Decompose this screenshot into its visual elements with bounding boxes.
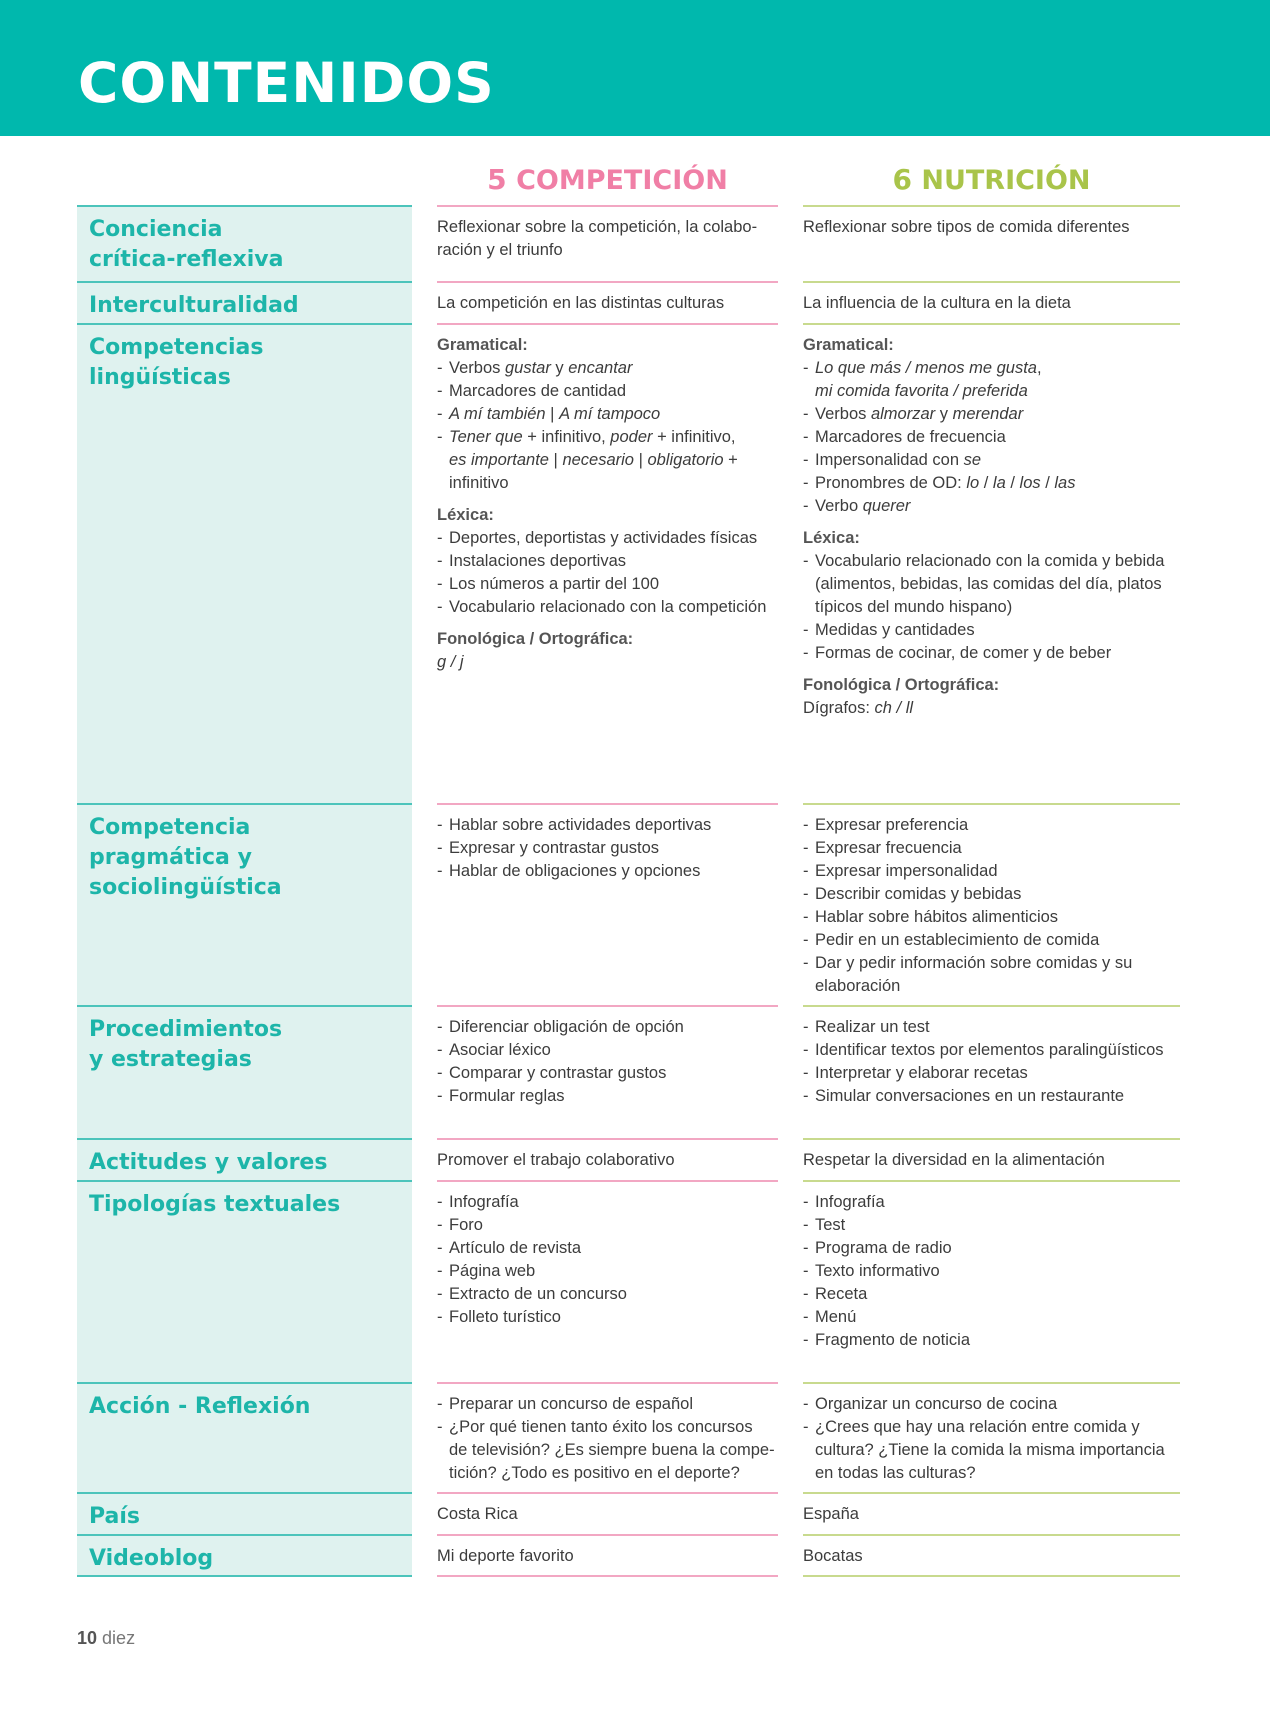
list-item-continuation: mi comida favorita / preferida: [815, 382, 1028, 400]
list-item-continuation: (alimentos, bebidas, las comidas del día, platos: [815, 575, 1162, 593]
list-item: - Comparar y contrastar gustos: [437, 1062, 778, 1085]
header-banner: [0, 0, 1270, 136]
list-item: - Hablar sobre hábitos alimenticios: [803, 906, 1180, 929]
list-item: - Infografía: [803, 1191, 1180, 1214]
list-item: - ¿Crees que hay una relación entre comida y: [803, 1416, 1180, 1439]
cell-conciencia-u5: Reflexionar sobre la competición, la colabo- ración y el triunfo: [437, 205, 778, 281]
list-item-continuation: elaboración: [815, 977, 901, 995]
list-item: - Realizar un test: [803, 1016, 1180, 1039]
list-item: - Formas de cocinar, de comer y de beber: [803, 642, 1180, 665]
fonologica-value: g / j: [437, 653, 464, 671]
cell-procedimientos-u6: [803, 1005, 1180, 1138]
cell-pragmatica-u5: [437, 803, 778, 1005]
list-item: - Pedir en un establecimiento de comida: [803, 929, 1180, 952]
fonologica-heading: Fonológica / Ortográfica:: [437, 630, 634, 648]
cell-tipologias-u5: [437, 1180, 778, 1382]
list-item: - Expresar impersonalidad: [803, 860, 1180, 883]
cell-interculturalidad-u6: La influencia de la cultura en la dieta: [803, 281, 1180, 323]
page-title: CONTENIDOS: [78, 51, 495, 115]
list-item: - Fragmento de noticia: [803, 1329, 1180, 1352]
list-item: - Test: [803, 1214, 1180, 1237]
row-label-videoblog: Videoblog: [77, 1534, 412, 1577]
list-item: - Marcadores de cantidad: [437, 380, 778, 403]
cell-tipologias-u6: [803, 1180, 1180, 1382]
list-item: - Verbos gustar y encantar: [437, 357, 778, 380]
cell-actitudes-u6: Respetar la diversidad en la alimentación: [803, 1138, 1180, 1180]
list-item: - Artículo de revista: [437, 1237, 778, 1260]
list-item: - ¿Por qué tienen tanto éxito los concursos: [437, 1416, 778, 1439]
cell-procedimientos-u5: [437, 1005, 778, 1138]
list-item: - Lo que más / menos me gusta,: [803, 357, 1180, 380]
lexica-heading: Léxica:: [803, 529, 860, 547]
list-item: - Hablar sobre actividades deportivas: [437, 814, 778, 837]
list-item: - Foro: [437, 1214, 778, 1237]
cell-accion-u5: [437, 1382, 778, 1492]
row-label-procedimientos: Procedimientos y estrategias: [77, 1005, 412, 1138]
fonologica-value: Dígrafos: ch / ll: [803, 699, 914, 717]
list-item: - Identificar textos por elementos paralingüísticos: [803, 1039, 1180, 1062]
row-label-pais: País: [77, 1492, 412, 1534]
list-item: - Extracto de un concurso: [437, 1283, 778, 1306]
unit-5-title: COMPETICIÓN: [516, 165, 728, 196]
unit-6-number: 6: [892, 163, 912, 196]
row-label-accion-reflexion: Acción - Reflexión: [77, 1382, 412, 1492]
row-label-interculturalidad: Interculturalidad: [77, 281, 412, 323]
list-item: - Infografía: [437, 1191, 778, 1214]
list-item: - Menú: [803, 1306, 1180, 1329]
gramatical-heading: Gramatical:: [803, 336, 894, 354]
row-label-competencias-linguisticas: Competencias lingüísticas: [77, 323, 412, 803]
list-item: - Deportes, deportistas y actividades físicas: [437, 527, 778, 550]
list-item: - Diferenciar obligación de opción: [437, 1016, 778, 1039]
list-item: - Impersonalidad con se: [803, 449, 1180, 472]
unit-6-title: NUTRICIÓN: [921, 165, 1091, 196]
page-number-word: diez: [102, 1628, 136, 1648]
list-item-continuation: es importante | necesario | obligatorio +: [449, 451, 738, 469]
cell-linguisticas-u6: [803, 323, 1180, 803]
cell-pragmatica-u6: [803, 803, 1180, 1005]
cell-pais-u6: España: [803, 1492, 1180, 1534]
list-item: - Organizar un concurso de cocina: [803, 1393, 1180, 1416]
list-item: - Preparar un concurso de español: [437, 1393, 778, 1416]
list-item: - Folleto turístico: [437, 1306, 778, 1329]
cell-accion-u6: [803, 1382, 1180, 1492]
list-item: - Vocabulario relacionado con la comida y bebida: [803, 550, 1180, 573]
lexica-heading: Léxica:: [437, 506, 494, 524]
row-label-actitudes: Actitudes y valores: [77, 1138, 412, 1180]
cell-linguisticas-u5: [437, 323, 778, 803]
list-item-continuation: típicos del mundo hispano): [815, 598, 1013, 616]
list-item: - Vocabulario relacionado con la competición: [437, 596, 778, 619]
page-number: 10: [77, 1628, 98, 1648]
cell-conciencia-u6: Reflexionar sobre tipos de comida diferentes: [803, 205, 1180, 281]
list-item: - Texto informativo: [803, 1260, 1180, 1283]
list-item-continuation: infinitivo: [449, 474, 509, 492]
list-item: - Describir comidas y bebidas: [803, 883, 1180, 906]
cell-videoblog-u6: Bocatas: [803, 1534, 1180, 1577]
list-item: - Verbo querer: [803, 495, 1180, 518]
list-item: - Expresar frecuencia: [803, 837, 1180, 860]
list-item: - A mí también | A mí tampoco: [437, 403, 778, 426]
fonologica-heading: Fonológica / Ortográfica:: [803, 676, 1000, 694]
list-item: - Expresar y contrastar gustos: [437, 837, 778, 860]
list-item: - Tener que + infinitivo, poder + infinitivo,: [437, 426, 778, 449]
page-footer: [77, 1628, 135, 1649]
list-item: - Interpretar y elaborar recetas: [803, 1062, 1180, 1085]
list-item-continuation: tición? ¿Todo es positivo en el deporte?: [449, 1464, 740, 1482]
row-label-tipologias: Tipologías textuales: [77, 1180, 412, 1382]
row-label-pragmatica: Competencia pragmática y sociolingüística: [77, 803, 412, 1005]
list-item: - Asociar léxico: [437, 1039, 778, 1062]
cell-videoblog-u5: Mi deporte favorito: [437, 1534, 778, 1577]
list-item: - Los números a partir del 100: [437, 573, 778, 596]
list-item: - Hablar de obligaciones y opciones: [437, 860, 778, 883]
list-item: - Programa de radio: [803, 1237, 1180, 1260]
unit-6-heading: [803, 163, 1180, 196]
list-item: - Formular reglas: [437, 1085, 778, 1108]
list-item: - Verbos almorzar y merendar: [803, 403, 1180, 426]
cell-interculturalidad-u5: La competición en las distintas culturas: [437, 281, 778, 323]
list-item-continuation: de televisión? ¿Es siempre buena la compe-: [449, 1441, 775, 1459]
list-item: - Página web: [437, 1260, 778, 1283]
unit-5-heading: [437, 163, 778, 196]
unit-5-number: 5: [487, 163, 507, 196]
gramatical-heading: Gramatical:: [437, 336, 528, 354]
list-item: - Dar y pedir información sobre comidas y su: [803, 952, 1180, 975]
list-item: - Instalaciones deportivas: [437, 550, 778, 573]
list-item: - Receta: [803, 1283, 1180, 1306]
list-item: - Expresar preferencia: [803, 814, 1180, 837]
list-item: - Marcadores de frecuencia: [803, 426, 1180, 449]
list-item: - Medidas y cantidades: [803, 619, 1180, 642]
list-item-continuation: cultura? ¿Tiene la comida la misma importancia: [815, 1441, 1165, 1459]
row-label-conciencia: Conciencia crítica-reflexiva: [77, 205, 412, 281]
list-item: - Simular conversaciones en un restaurante: [803, 1085, 1180, 1108]
list-item-continuation: en todas las culturas?: [815, 1464, 976, 1482]
list-item: - Pronombres de OD: lo / la / los / las: [803, 472, 1180, 495]
cell-actitudes-u5: Promover el trabajo colaborativo: [437, 1138, 778, 1180]
cell-pais-u5: Costa Rica: [437, 1492, 778, 1534]
